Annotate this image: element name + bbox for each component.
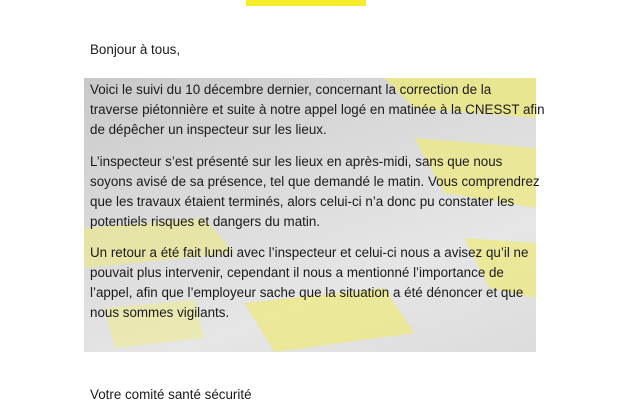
paragraph-line: l’appel, afin que l’employeur sache que la situation a été dénoncer et que bbox=[90, 285, 524, 300]
paragraph-line: soyons avisé de sa présence, tel que demandé le matin. Vous comprendrez bbox=[90, 174, 540, 189]
signature: Votre comité santé sécurité bbox=[90, 387, 252, 402]
paragraph-line: potentiels risques et dangers du matin. bbox=[90, 214, 321, 229]
paragraph-line: de dépêcher un inspecteur sur les lieux. bbox=[90, 122, 327, 137]
paragraph-1 bbox=[90, 80, 545, 140]
paragraph-line: Voici le suivi du 10 décembre dernier, concernant la correction de la bbox=[90, 82, 492, 97]
paragraph-line: pouvait plus intervenir, cependant il nous a mentionné l’importance de bbox=[90, 265, 504, 280]
greeting: Bonjour à tous, bbox=[90, 42, 181, 57]
paragraph-line: nous sommes vigilants. bbox=[90, 305, 230, 320]
yellow-header-bar bbox=[246, 0, 366, 6]
paragraph-line: L’inspecteur s’est présenté sur les lieux en après-midi, sans que nous bbox=[90, 154, 503, 169]
paragraph-line: que les travaux étaient terminés, alors celui-ci n’a donc pu constater les bbox=[90, 194, 515, 209]
paragraph-line: Un retour a été fait lundi avec l’inspecteur et celui-ci nous a avisez qu’il ne bbox=[90, 245, 529, 260]
paragraph-3 bbox=[90, 243, 540, 323]
paragraph-2 bbox=[90, 152, 540, 232]
paragraph-line: traverse piétonnière et suite à notre appel logé en matinée à la CNESST afin bbox=[90, 102, 545, 117]
